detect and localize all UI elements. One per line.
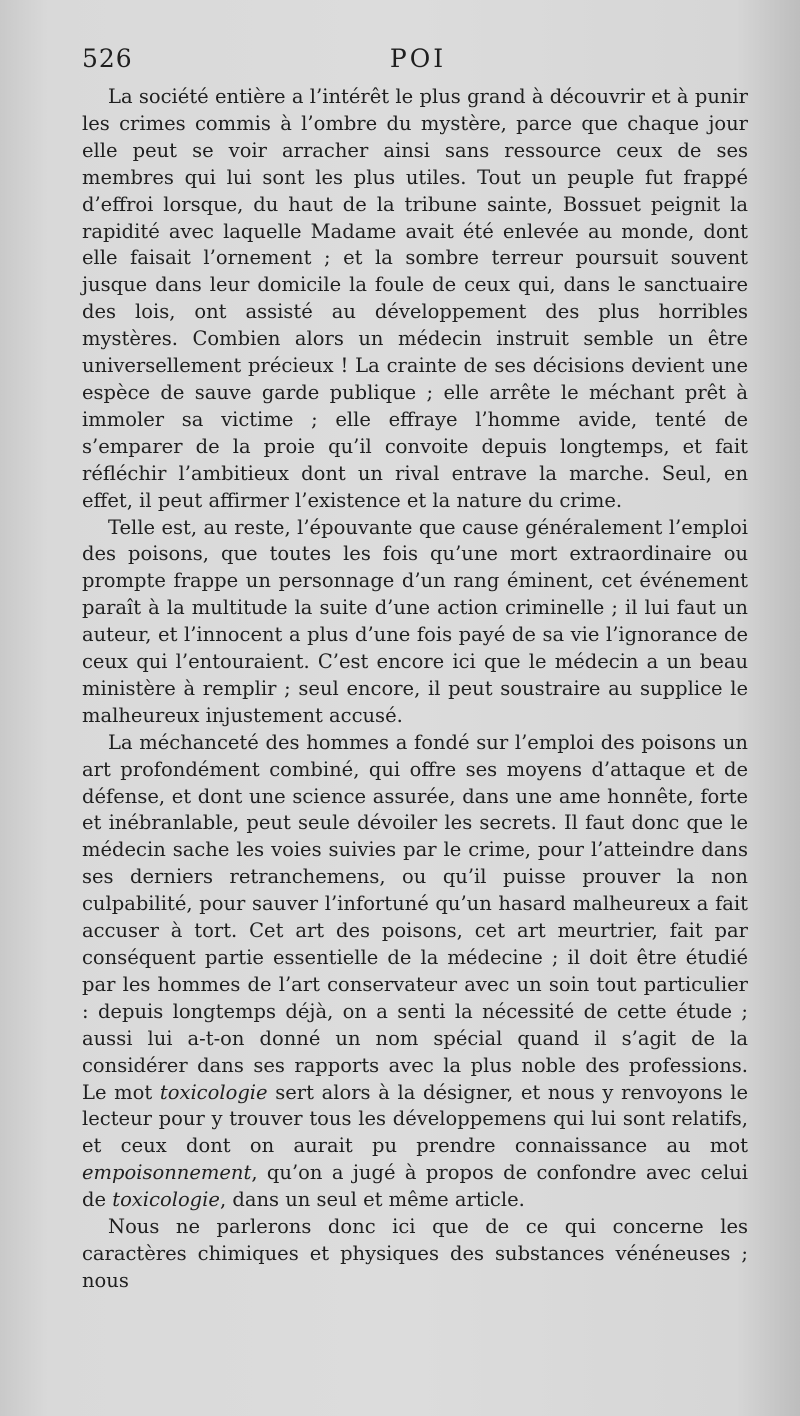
page-number: 526 bbox=[82, 44, 133, 73]
paragraph-4: Nous ne parlerons donc ici que de ce qui concerne les caractères chimiques et physiques des substances vénéneuses ; nous bbox=[82, 1215, 748, 1292]
paragraph-1: La société entière a l’intérêt le plus grand à découvrir et à punir les crimes commis à l’ombre du mystère, parce que chaque jour elle peut se voir arracher ainsi sans ressource ceux de ses membres qui lui sont les plus utiles. Tout un peuple fut frappé d’effroi lorsque, du haut de la tribune sainte, Bossuet peignit la rapidité avec laquelle Madame avait été enlevée au monde, dont elle faisait l’ornement ; et la sombre terreur poursuit souvent jusque dans leur domicile la foule de ceux qui, dans le sanctuaire des lois, ont assisté au développement des plus horribles mystères. Combien alors un médecin instruit semble un être universellement précieux ! La crainte de ses décisions devient une espèce de sauve garde publique ; elle arrête le méchant prêt à immoler sa victime ; elle effraye l’homme avide, tenté de s’emparer de la proie qu’il convoite depuis longtemps, et fait réfléchir l’ambitieux dont un rival entrave la marche. Seul, en effet, il peut affirmer l’existence et la nature du crime. bbox=[82, 85, 748, 512]
term-toxicologie-2: toxicologie bbox=[112, 1188, 220, 1212]
paragraph-3-text-d: , dans un seul et même article. bbox=[219, 1188, 525, 1212]
paragraph-3-text-b: sert alors à la désigner, et nous y renvoyons le lecteur pour y trouver tous les développemens qui lui sont relatifs, et ceux dont on aurait pu prendre connaissance au mot bbox=[82, 1080, 749, 1158]
running-head: POI bbox=[389, 44, 447, 73]
term-empoisonnement: empoisonnement bbox=[82, 1161, 252, 1185]
page-body bbox=[82, 84, 748, 1295]
paragraph-3-text-c: , qu’on a jugé à propos de confondre avec celui de bbox=[82, 1161, 748, 1212]
page-header bbox=[82, 44, 754, 80]
paragraph-3 bbox=[82, 730, 748, 1214]
term-toxicologie: toxicologie bbox=[159, 1080, 268, 1104]
paragraph-3-text-a: La méchanceté des hommes a fondé sur l’emploi des poisons un art profondément combiné, qui offre ses moyens d’attaque et de défense, et dont une science assurée, dans une ame honnête, forte et inébranlable, peut seule dévoiler les secrets. Il faut donc que le médecin sache les voies suivies par le crime, pour l’atteindre dans ses derniers retranchemens, ou qu’il puisse prouver la non culpabilité, pour sauver l’infortuné qu’un hasard malheureux a fait accuser à tort. Cet art des poisons, cet art meurtrier, fait par conséquent partie essentielle de la médecine ; il doit être étudié par les hommes de l’art conservateur avec un soin tout particulier : depuis longtemps déjà, on a senti la nécessité de cette étude ; aussi lui a-t-on donné un nom spécial quand il s’agit de la considérer dans ses rapports avec la plus noble des professions. Le mot bbox=[82, 730, 748, 1104]
paragraph-2: Telle est, au reste, l’épouvante que cause généralement l’emploi des poisons, que toutes les fois qu’une mort extraordinaire ou prompte frappe un personnage d’un rang éminent, cet événement paraît à la multitude la suite d’une action criminelle ; il lui faut un auteur, et l’innocent a plus d’une fois payé de sa vie l’ignorance de ceux qui l’entouraient. C’est encore ici que le médecin a un beau ministère à remplir ; seul encore, il peut soustraire au supplice le malheureux injustement accusé. bbox=[82, 515, 748, 727]
